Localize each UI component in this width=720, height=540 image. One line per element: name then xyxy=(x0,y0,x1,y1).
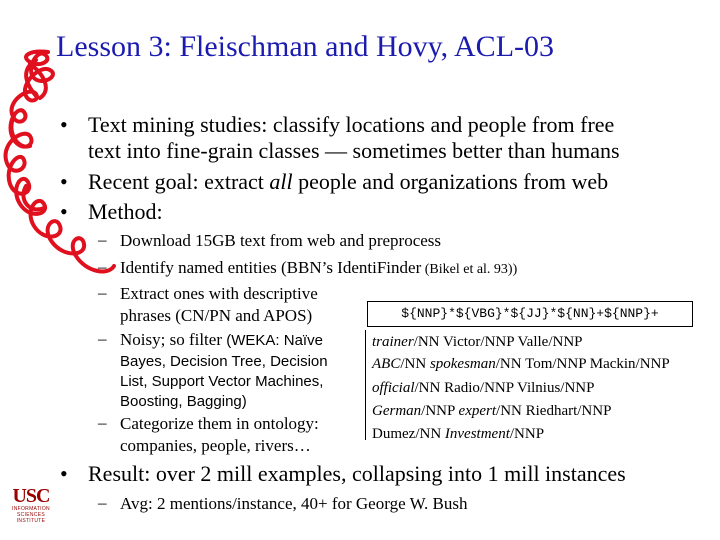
method-item-categorize xyxy=(120,413,319,457)
example-em: German xyxy=(372,403,422,419)
bullet-result: Result: over 2 mill examples, collapsing into 1 mill instances xyxy=(88,461,626,486)
citation: (Bikel et al. 93)) xyxy=(421,262,518,277)
dash-icon: – xyxy=(98,230,107,249)
example-text: Dumez/NN xyxy=(372,426,445,442)
slide-title: Lesson 3: Fleischman and Hovy, ACL-03 xyxy=(56,30,555,63)
method-item-extract xyxy=(120,283,318,327)
dash-icon: – xyxy=(98,493,107,512)
dash-icon: – xyxy=(98,329,107,348)
usc-isi-logo xyxy=(8,486,54,524)
logo-line: INFORMATION xyxy=(12,506,50,512)
dash-icon: – xyxy=(98,283,107,302)
bullet-icon: • xyxy=(60,461,68,486)
example-line xyxy=(372,425,544,443)
logo-mark: USC xyxy=(12,485,50,507)
method-text: Noisy; so filter xyxy=(120,330,227,349)
example-em: ABC xyxy=(372,356,401,372)
example-line xyxy=(372,379,594,397)
example-line xyxy=(372,333,583,351)
example-em: expert xyxy=(458,403,497,419)
method-text: Finder xyxy=(376,258,422,277)
bullet-recent-goal xyxy=(88,169,608,195)
dash-icon: – xyxy=(98,413,107,432)
example-em: spokesman xyxy=(429,356,496,372)
method-text-line: Categorize them in ontology: xyxy=(120,414,319,433)
logo-line: INSTITUTE xyxy=(16,518,46,524)
method-text-line xyxy=(120,329,328,352)
bullet-icon: • xyxy=(60,169,68,194)
dash-icon: – xyxy=(98,257,107,276)
example-line xyxy=(372,355,670,373)
example-em: official xyxy=(372,380,415,396)
result-sub-item: Avg: 2 mentions/instance, 40+ for George W. Bush xyxy=(120,494,468,513)
method-item-noisy xyxy=(120,329,328,412)
bullet-icon: • xyxy=(60,199,68,224)
method-text-small: (WEKA: Naïve xyxy=(226,332,323,349)
example-text: /NN Riedhart/NNP xyxy=(496,403,612,419)
example-text: /NN Victor/NNP Valle/NNP xyxy=(413,334,583,350)
example-text: /NN xyxy=(400,356,430,372)
method-text-line: Extract ones with descriptive xyxy=(120,284,318,303)
bullet-icon: • xyxy=(60,112,68,137)
examples-divider xyxy=(365,330,366,440)
logo-line: SCIENCES xyxy=(17,512,45,518)
method-text-line: phrases (CN/PN and APOS) xyxy=(120,306,313,325)
bullet-text-line: text into fine-grain classes — sometimes better than humans xyxy=(88,138,620,163)
example-line xyxy=(372,402,611,420)
example-em: trainer xyxy=(372,334,414,350)
method-text-line: List, Support Vector Machines, xyxy=(120,373,324,390)
method-item-identify xyxy=(120,257,517,281)
method-item-download: Download 15GB text from web and preprocess xyxy=(120,231,442,250)
method-text-line: companies, people, rivers… xyxy=(120,436,311,455)
example-text: /NNP xyxy=(421,403,459,419)
method-text-line: Bayes, Decision Tree, Decision xyxy=(120,353,328,370)
example-em: Investment xyxy=(444,426,510,442)
example-text: /NN Radio/NNP Vilnius/NNP xyxy=(414,380,595,396)
pattern-box: ${NNP}*${VBG}*${JJ}*${NN}+${NNP}+ xyxy=(367,301,693,327)
bullet-text: Recent goal: extract xyxy=(88,169,270,194)
bullet-method: Method: xyxy=(88,199,163,224)
bullet-text-mining xyxy=(88,112,620,164)
bullet-emphasis: all xyxy=(269,169,293,194)
example-text: /NNP xyxy=(509,426,545,442)
bullet-text: people and organizations from web xyxy=(292,169,609,194)
bullet-text-line: Text mining studies: classify locations and people from free xyxy=(88,112,615,137)
example-text: /NN Tom/NNP Mackin/NNP xyxy=(495,356,670,372)
method-text: Identify named entities (BBN’s Identi xyxy=(120,258,377,277)
method-text-line: Boosting, Bagging) xyxy=(120,393,247,410)
